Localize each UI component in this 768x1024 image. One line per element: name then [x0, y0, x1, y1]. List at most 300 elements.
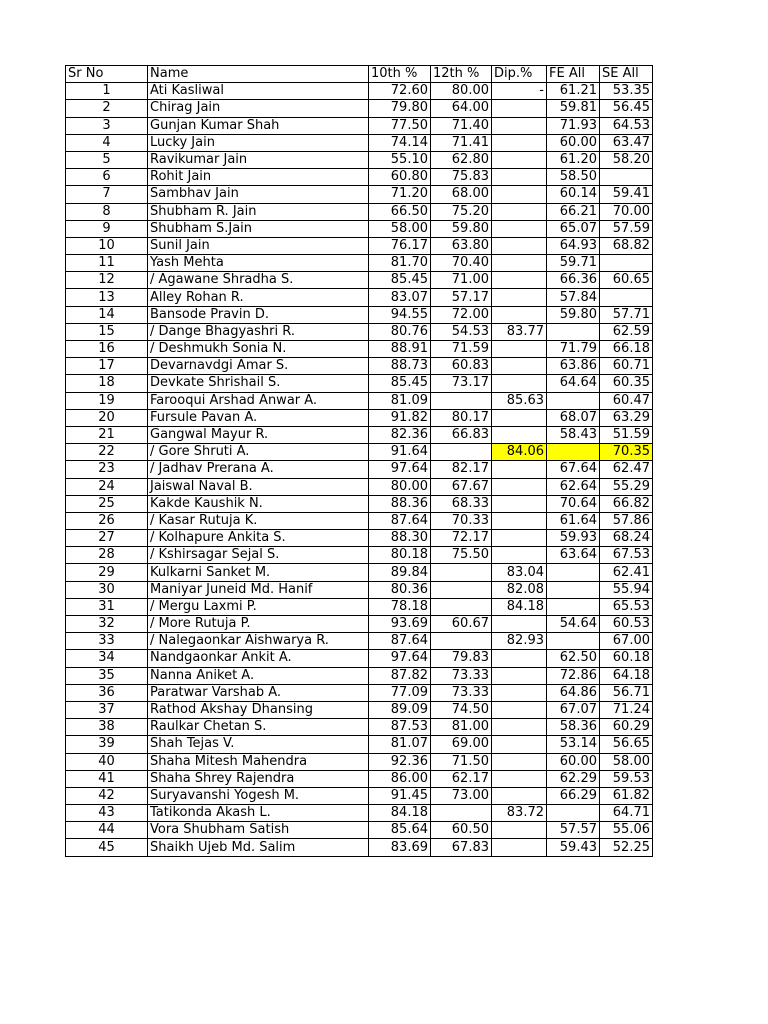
- cell-10th-percent: 87.64: [369, 512, 431, 529]
- cell-fe-all: 62.50: [547, 650, 600, 667]
- cell-diploma-percent: [492, 341, 547, 358]
- cell-10th-percent: 76.17: [369, 237, 431, 254]
- cell-diploma-percent: [492, 650, 547, 667]
- cell-fe-all: 65.07: [547, 220, 600, 237]
- cell-se-all: 70.35: [600, 444, 653, 461]
- cell-name: Raulkar Chetan S.: [148, 719, 369, 736]
- cell-name: Ati Kasliwal: [148, 83, 369, 100]
- cell-se-all: 62.41: [600, 564, 653, 581]
- table-row: [66, 255, 653, 272]
- cell-se-all: 67.53: [600, 547, 653, 564]
- cell-fe-all: [547, 598, 600, 615]
- cell-sr-no: 12: [66, 272, 148, 289]
- header-cell-12th: 12th %: [431, 66, 492, 83]
- table-row: [66, 323, 653, 340]
- cell-sr-no: 40: [66, 753, 148, 770]
- cell-name: Alley Rohan R.: [148, 289, 369, 306]
- cell-12th-percent: [431, 805, 492, 822]
- cell-sr-no: 10: [66, 237, 148, 254]
- cell-se-all: [600, 289, 653, 306]
- cell-fe-all: [547, 323, 600, 340]
- cell-fe-all: 67.07: [547, 701, 600, 718]
- table-row: [66, 100, 653, 117]
- cell-sr-no: 30: [66, 581, 148, 598]
- table-row: [66, 375, 653, 392]
- cell-name: Paratwar Varshab A.: [148, 684, 369, 701]
- cell-12th-percent: 67.83: [431, 839, 492, 856]
- cell-sr-no: 43: [66, 805, 148, 822]
- cell-diploma-percent: 84.18: [492, 598, 547, 615]
- cell-name: Tatikonda Akash L.: [148, 805, 369, 822]
- cell-sr-no: 24: [66, 478, 148, 495]
- cell-name: Suryavanshi Yogesh M.: [148, 787, 369, 804]
- cell-12th-percent: 71.40: [431, 117, 492, 134]
- cell-fe-all: 66.21: [547, 203, 600, 220]
- cell-12th-percent: 67.67: [431, 478, 492, 495]
- cell-12th-percent: 80.17: [431, 409, 492, 426]
- cell-se-all: 64.71: [600, 805, 653, 822]
- cell-se-all: 55.94: [600, 581, 653, 598]
- cell-fe-all: 68.07: [547, 409, 600, 426]
- table-row: [66, 341, 653, 358]
- cell-fe-all: 59.81: [547, 100, 600, 117]
- cell-diploma-percent: [492, 151, 547, 168]
- cell-fe-all: 71.79: [547, 341, 600, 358]
- cell-sr-no: 39: [66, 736, 148, 753]
- cell-sr-no: 2: [66, 100, 148, 117]
- cell-diploma-percent: [492, 358, 547, 375]
- table-row: [66, 237, 653, 254]
- cell-se-all: 55.29: [600, 478, 653, 495]
- cell-sr-no: 29: [66, 564, 148, 581]
- table-row: [66, 667, 653, 684]
- cell-diploma-percent: [492, 186, 547, 203]
- cell-12th-percent: 60.67: [431, 616, 492, 633]
- cell-fe-all: 59.71: [547, 255, 600, 272]
- table-row: [66, 358, 653, 375]
- cell-name: Nanna Aniket A.: [148, 667, 369, 684]
- cell-diploma-percent: [492, 495, 547, 512]
- cell-10th-percent: 85.45: [369, 375, 431, 392]
- cell-sr-no: 42: [66, 787, 148, 804]
- cell-se-all: 66.82: [600, 495, 653, 512]
- cell-12th-percent: [431, 444, 492, 461]
- cell-12th-percent: 74.50: [431, 701, 492, 718]
- cell-10th-percent: 66.50: [369, 203, 431, 220]
- cell-12th-percent: 79.83: [431, 650, 492, 667]
- cell-name: Gangwal Mayur R.: [148, 426, 369, 443]
- cell-diploma-percent: [492, 426, 547, 443]
- cell-sr-no: 21: [66, 426, 148, 443]
- cell-name: Nandgaonkar Ankit A.: [148, 650, 369, 667]
- cell-name: / Kasar Rutuja K.: [148, 512, 369, 529]
- cell-sr-no: 22: [66, 444, 148, 461]
- table-row: [66, 169, 653, 186]
- cell-se-all: 60.47: [600, 392, 653, 409]
- cell-se-all: 65.53: [600, 598, 653, 615]
- cell-se-all: 58.00: [600, 753, 653, 770]
- cell-sr-no: 19: [66, 392, 148, 409]
- cell-fe-all: 62.29: [547, 770, 600, 787]
- cell-12th-percent: 80.00: [431, 83, 492, 100]
- table-row: [66, 753, 653, 770]
- marks-table: [65, 65, 653, 857]
- table-row: [66, 392, 653, 409]
- table-row: [66, 512, 653, 529]
- cell-fe-all: 61.21: [547, 83, 600, 100]
- cell-sr-no: 1: [66, 83, 148, 100]
- cell-fe-all: 62.64: [547, 478, 600, 495]
- cell-diploma-percent: [492, 203, 547, 220]
- header-row: [66, 66, 653, 83]
- cell-10th-percent: 85.45: [369, 272, 431, 289]
- cell-diploma-percent: 82.93: [492, 633, 547, 650]
- cell-sr-no: 38: [66, 719, 148, 736]
- cell-10th-percent: 89.84: [369, 564, 431, 581]
- cell-fe-all: 66.36: [547, 272, 600, 289]
- table-row: [66, 289, 653, 306]
- cell-diploma-percent: [492, 134, 547, 151]
- cell-12th-percent: 73.33: [431, 684, 492, 701]
- cell-sr-no: 41: [66, 770, 148, 787]
- cell-sr-no: 36: [66, 684, 148, 701]
- table-row: [66, 633, 653, 650]
- cell-12th-percent: 60.50: [431, 822, 492, 839]
- cell-se-all: 52.25: [600, 839, 653, 856]
- cell-10th-percent: 80.36: [369, 581, 431, 598]
- table-row: [66, 719, 653, 736]
- cell-name: Lucky Jain: [148, 134, 369, 151]
- cell-diploma-percent: [492, 375, 547, 392]
- cell-12th-percent: 81.00: [431, 719, 492, 736]
- cell-10th-percent: 88.36: [369, 495, 431, 512]
- cell-diploma-percent: [492, 736, 547, 753]
- cell-sr-no: 35: [66, 667, 148, 684]
- table-row: [66, 495, 653, 512]
- cell-12th-percent: 72.17: [431, 530, 492, 547]
- table-row: [66, 839, 653, 856]
- table-body: [66, 66, 653, 857]
- cell-diploma-percent: [492, 719, 547, 736]
- cell-fe-all: 58.50: [547, 169, 600, 186]
- cell-se-all: 61.82: [600, 787, 653, 804]
- header-cell-diploma: Dip.%: [492, 66, 547, 83]
- table-row: [66, 426, 653, 443]
- cell-name: Devkate Shrishail S.: [148, 375, 369, 392]
- cell-10th-percent: 58.00: [369, 220, 431, 237]
- cell-se-all: 53.35: [600, 83, 653, 100]
- cell-sr-no: 45: [66, 839, 148, 856]
- table-row: [66, 83, 653, 100]
- cell-12th-percent: 68.00: [431, 186, 492, 203]
- cell-10th-percent: 88.91: [369, 341, 431, 358]
- cell-fe-all: 58.36: [547, 719, 600, 736]
- cell-se-all: 58.20: [600, 151, 653, 168]
- cell-10th-percent: 83.07: [369, 289, 431, 306]
- table-row: [66, 461, 653, 478]
- cell-12th-percent: 70.40: [431, 255, 492, 272]
- cell-name: Vora Shubham Satish: [148, 822, 369, 839]
- cell-10th-percent: 71.20: [369, 186, 431, 203]
- cell-diploma-percent: -: [492, 83, 547, 100]
- cell-fe-all: [547, 392, 600, 409]
- cell-diploma-percent: [492, 822, 547, 839]
- cell-10th-percent: 83.69: [369, 839, 431, 856]
- cell-sr-no: 8: [66, 203, 148, 220]
- cell-se-all: 57.86: [600, 512, 653, 529]
- cell-sr-no: 16: [66, 341, 148, 358]
- cell-fe-all: [547, 581, 600, 598]
- cell-sr-no: 31: [66, 598, 148, 615]
- cell-10th-percent: 87.53: [369, 719, 431, 736]
- cell-12th-percent: 62.80: [431, 151, 492, 168]
- table-row: [66, 650, 653, 667]
- cell-fe-all: 71.93: [547, 117, 600, 134]
- cell-10th-percent: 88.73: [369, 358, 431, 375]
- cell-sr-no: 33: [66, 633, 148, 650]
- cell-se-all: 62.47: [600, 461, 653, 478]
- cell-diploma-percent: 83.77: [492, 323, 547, 340]
- cell-10th-percent: 97.64: [369, 461, 431, 478]
- table-row: [66, 134, 653, 151]
- cell-diploma-percent: 83.04: [492, 564, 547, 581]
- cell-diploma-percent: [492, 770, 547, 787]
- cell-10th-percent: 78.18: [369, 598, 431, 615]
- cell-fe-all: 63.64: [547, 547, 600, 564]
- cell-se-all: 62.59: [600, 323, 653, 340]
- cell-sr-no: 44: [66, 822, 148, 839]
- table-row: [66, 478, 653, 495]
- cell-se-all: 70.00: [600, 203, 653, 220]
- table-row: [66, 151, 653, 168]
- cell-name: / More Rutuja P.: [148, 616, 369, 633]
- cell-10th-percent: 92.36: [369, 753, 431, 770]
- cell-fe-all: 60.14: [547, 186, 600, 203]
- cell-se-all: [600, 255, 653, 272]
- cell-12th-percent: 82.17: [431, 461, 492, 478]
- cell-fe-all: 54.64: [547, 616, 600, 633]
- cell-fe-all: 63.86: [547, 358, 600, 375]
- cell-10th-percent: 91.64: [369, 444, 431, 461]
- cell-name: Kakde Kaushik N.: [148, 495, 369, 512]
- cell-fe-all: 72.86: [547, 667, 600, 684]
- cell-se-all: [600, 169, 653, 186]
- cell-10th-percent: 81.09: [369, 392, 431, 409]
- cell-10th-percent: 80.00: [369, 478, 431, 495]
- cell-name: Shaikh Ujeb Md. Salim: [148, 839, 369, 856]
- cell-name: Gunjan Kumar Shah: [148, 117, 369, 134]
- cell-10th-percent: 91.82: [369, 409, 431, 426]
- cell-12th-percent: [431, 598, 492, 615]
- cell-diploma-percent: [492, 289, 547, 306]
- cell-fe-all: 59.93: [547, 530, 600, 547]
- cell-se-all: 64.53: [600, 117, 653, 134]
- cell-diploma-percent: [492, 169, 547, 186]
- cell-se-all: 59.53: [600, 770, 653, 787]
- cell-12th-percent: [431, 564, 492, 581]
- cell-fe-all: 58.43: [547, 426, 600, 443]
- cell-10th-percent: 55.10: [369, 151, 431, 168]
- cell-name: / Kolhapure Ankita S.: [148, 530, 369, 547]
- cell-12th-percent: 71.59: [431, 341, 492, 358]
- cell-se-all: 57.71: [600, 306, 653, 323]
- cell-name: Fursule Pavan A.: [148, 409, 369, 426]
- cell-se-all: 57.59: [600, 220, 653, 237]
- cell-se-all: 64.18: [600, 667, 653, 684]
- cell-10th-percent: 87.64: [369, 633, 431, 650]
- cell-diploma-percent: [492, 461, 547, 478]
- cell-name: Yash Mehta: [148, 255, 369, 272]
- cell-10th-percent: 82.36: [369, 426, 431, 443]
- header-cell-sr-no: Sr No: [66, 66, 148, 83]
- cell-12th-percent: 62.17: [431, 770, 492, 787]
- cell-diploma-percent: [492, 220, 547, 237]
- cell-10th-percent: 60.80: [369, 169, 431, 186]
- cell-name: Rathod Akshay Dhansing: [148, 701, 369, 718]
- cell-name: / Jadhav Prerana A.: [148, 461, 369, 478]
- cell-se-all: 56.71: [600, 684, 653, 701]
- cell-diploma-percent: 83.72: [492, 805, 547, 822]
- cell-10th-percent: 89.09: [369, 701, 431, 718]
- cell-name: Shaha Mitesh Mahendra: [148, 753, 369, 770]
- table-row: [66, 530, 653, 547]
- cell-fe-all: 60.00: [547, 753, 600, 770]
- cell-10th-percent: 94.55: [369, 306, 431, 323]
- cell-12th-percent: 57.17: [431, 289, 492, 306]
- cell-10th-percent: 81.70: [369, 255, 431, 272]
- cell-name: / Dange Bhagyashri R.: [148, 323, 369, 340]
- cell-diploma-percent: [492, 272, 547, 289]
- cell-se-all: 60.53: [600, 616, 653, 633]
- cell-12th-percent: 63.80: [431, 237, 492, 254]
- cell-diploma-percent: [492, 787, 547, 804]
- cell-diploma-percent: 82.08: [492, 581, 547, 598]
- cell-fe-all: 64.64: [547, 375, 600, 392]
- cell-sr-no: 7: [66, 186, 148, 203]
- cell-name: Shubham S.Jain: [148, 220, 369, 237]
- cell-12th-percent: 71.50: [431, 753, 492, 770]
- cell-sr-no: 11: [66, 255, 148, 272]
- cell-fe-all: 61.64: [547, 512, 600, 529]
- cell-fe-all: 57.57: [547, 822, 600, 839]
- cell-12th-percent: 59.80: [431, 220, 492, 237]
- cell-se-all: 60.35: [600, 375, 653, 392]
- cell-diploma-percent: [492, 478, 547, 495]
- cell-se-all: 56.65: [600, 736, 653, 753]
- cell-diploma-percent: 84.06: [492, 444, 547, 461]
- cell-diploma-percent: [492, 547, 547, 564]
- table-row: [66, 822, 653, 839]
- cell-fe-all: [547, 805, 600, 822]
- cell-name: / Gore Shruti A.: [148, 444, 369, 461]
- cell-sr-no: 18: [66, 375, 148, 392]
- cell-fe-all: 60.00: [547, 134, 600, 151]
- table-row: [66, 444, 653, 461]
- cell-diploma-percent: [492, 667, 547, 684]
- cell-12th-percent: 75.50: [431, 547, 492, 564]
- cell-se-all: 59.41: [600, 186, 653, 203]
- cell-diploma-percent: [492, 100, 547, 117]
- cell-diploma-percent: [492, 530, 547, 547]
- table-row: [66, 117, 653, 134]
- cell-sr-no: 17: [66, 358, 148, 375]
- cell-12th-percent: 68.33: [431, 495, 492, 512]
- cell-name: Shaha Shrey Rajendra: [148, 770, 369, 787]
- cell-name: Kulkarni Sanket M.: [148, 564, 369, 581]
- cell-sr-no: 9: [66, 220, 148, 237]
- cell-name: / Kshirsagar Sejal S.: [148, 547, 369, 564]
- header-cell-se-all: SE All: [600, 66, 653, 83]
- cell-12th-percent: 60.83: [431, 358, 492, 375]
- cell-diploma-percent: [492, 117, 547, 134]
- cell-name: Shah Tejas V.: [148, 736, 369, 753]
- cell-10th-percent: 72.60: [369, 83, 431, 100]
- header-cell-name: Name: [148, 66, 369, 83]
- cell-se-all: 68.24: [600, 530, 653, 547]
- cell-se-all: 71.24: [600, 701, 653, 718]
- cell-se-all: 63.47: [600, 134, 653, 151]
- cell-name: Jaiswal Naval B.: [148, 478, 369, 495]
- cell-12th-percent: 72.00: [431, 306, 492, 323]
- cell-diploma-percent: [492, 616, 547, 633]
- cell-name: Shubham R. Jain: [148, 203, 369, 220]
- cell-fe-all: 59.43: [547, 839, 600, 856]
- cell-10th-percent: 86.00: [369, 770, 431, 787]
- cell-diploma-percent: [492, 839, 547, 856]
- table-row: [66, 770, 653, 787]
- cell-12th-percent: 75.83: [431, 169, 492, 186]
- table-row: [66, 701, 653, 718]
- cell-10th-percent: 80.18: [369, 547, 431, 564]
- table-row: [66, 272, 653, 289]
- cell-10th-percent: 74.14: [369, 134, 431, 151]
- cell-sr-no: 20: [66, 409, 148, 426]
- cell-sr-no: 5: [66, 151, 148, 168]
- table-row: [66, 306, 653, 323]
- cell-10th-percent: 88.30: [369, 530, 431, 547]
- cell-name: Sunil Jain: [148, 237, 369, 254]
- cell-sr-no: 34: [66, 650, 148, 667]
- cell-10th-percent: 97.64: [369, 650, 431, 667]
- cell-name: Maniyar Juneid Md. Hanif: [148, 581, 369, 598]
- cell-12th-percent: 70.33: [431, 512, 492, 529]
- cell-10th-percent: 77.50: [369, 117, 431, 134]
- cell-sr-no: 13: [66, 289, 148, 306]
- cell-name: Devarnavdgi Amar S.: [148, 358, 369, 375]
- cell-sr-no: 26: [66, 512, 148, 529]
- cell-10th-percent: 77.09: [369, 684, 431, 701]
- cell-name: Ravikumar Jain: [148, 151, 369, 168]
- cell-10th-percent: 81.07: [369, 736, 431, 753]
- cell-12th-percent: 54.53: [431, 323, 492, 340]
- cell-name: Bansode Pravin D.: [148, 306, 369, 323]
- header-cell-fe-all: FE All: [547, 66, 600, 83]
- cell-10th-percent: 85.64: [369, 822, 431, 839]
- cell-10th-percent: 84.18: [369, 805, 431, 822]
- cell-10th-percent: 87.82: [369, 667, 431, 684]
- cell-diploma-percent: [492, 684, 547, 701]
- cell-se-all: 68.82: [600, 237, 653, 254]
- table-row: [66, 598, 653, 615]
- cell-sr-no: 6: [66, 169, 148, 186]
- table-row: [66, 736, 653, 753]
- cell-name: Farooqui Arshad Anwar A.: [148, 392, 369, 409]
- header-cell-10th: 10th %: [369, 66, 431, 83]
- cell-10th-percent: 80.76: [369, 323, 431, 340]
- cell-fe-all: 64.86: [547, 684, 600, 701]
- cell-fe-all: 70.64: [547, 495, 600, 512]
- cell-se-all: 60.18: [600, 650, 653, 667]
